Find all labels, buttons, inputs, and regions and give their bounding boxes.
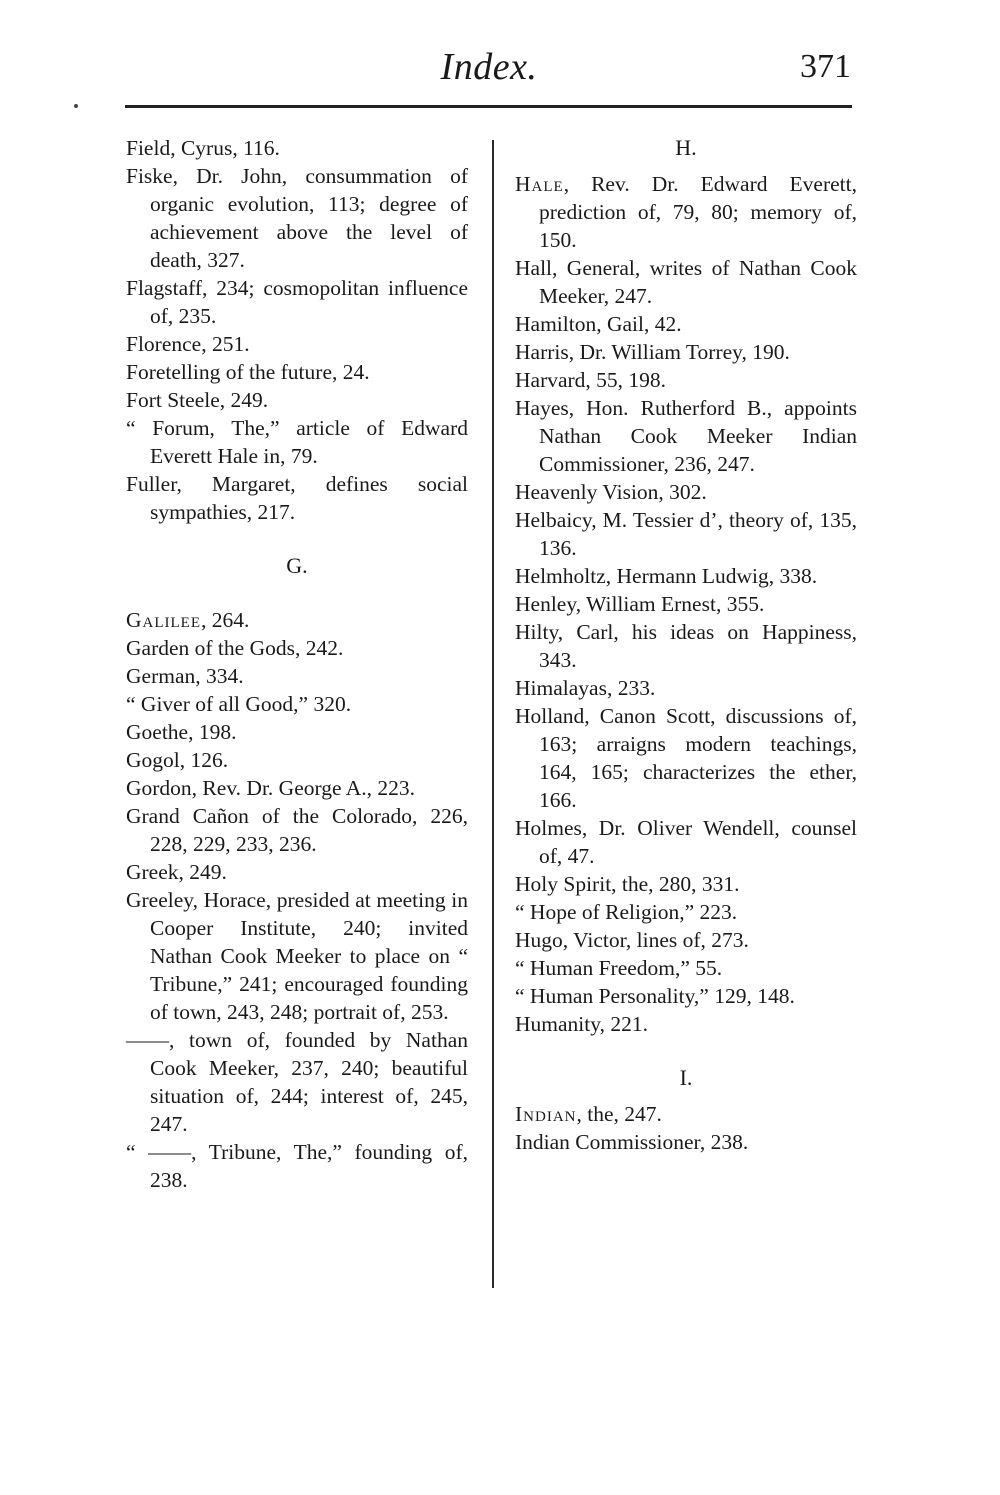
index-entry: “ ——, Tribune, The,” founding of, 238. xyxy=(126,1140,468,1192)
index-entry: Hilty, Carl, his ideas on Happiness, 343. xyxy=(515,620,857,672)
section-letter-g: G. xyxy=(286,553,308,578)
running-head xyxy=(125,44,853,94)
index-entry: Hamilton, Gail, 42. xyxy=(515,312,682,336)
entry-headword: Indian xyxy=(515,1102,577,1126)
index-entry: Florence, 251. xyxy=(126,332,250,356)
page-number: 371 xyxy=(800,48,851,85)
entry-headword: Galilee xyxy=(126,608,202,632)
index-entry: Gordon, Rev. Dr. George A., 223. xyxy=(126,776,416,800)
header-rule xyxy=(125,105,852,108)
index-entry: “ Forum, The,” article of Edward Everett Hale in, 79. xyxy=(126,416,468,468)
index-entry: Fort Steele, 249. xyxy=(126,388,269,412)
right-column xyxy=(515,134,857,1156)
entry-text: , 264. xyxy=(201,608,250,632)
index-entry: Harris, Dr. William Torrey, 190. xyxy=(515,340,790,364)
section-letter-i: I. xyxy=(679,1065,693,1090)
column-divider xyxy=(492,140,494,1288)
index-entry: Hugo, Victor, lines of, 273. xyxy=(515,928,749,952)
index-entry: “ Giver of all Good,” 320. xyxy=(126,692,352,716)
index-entry: ——, town of, founded by Nathan Cook Meeker, 237, 240; beautiful situation of, 244; interest of, 245, 247. xyxy=(126,1028,468,1136)
index-entry: Goethe, 198. xyxy=(126,720,237,744)
index-entry: German, 334. xyxy=(126,664,244,688)
index-entry xyxy=(515,1100,857,1128)
page-title: Index. xyxy=(440,46,538,88)
index-entry xyxy=(515,170,857,254)
left-column xyxy=(126,134,468,1194)
index-entry: Gogol, 126. xyxy=(126,748,229,772)
entry-text: , Rev. Dr. Edward Everett, prediction of, 79, 80; memory of, 150. xyxy=(539,172,857,252)
entry-text: , the, 247. xyxy=(576,1102,662,1126)
index-entry: Humanity, 221. xyxy=(515,1012,648,1036)
index-entry: Helmholtz, Hermann Ludwig, 338. xyxy=(515,564,818,588)
index-entry: Himalayas, 233. xyxy=(515,676,656,700)
index-entry: Hayes, Hon. Rutherford B., appoints Nathan Cook Meeker Indian Commissioner, 236, 247. xyxy=(515,396,857,476)
index-entry: Greek, 249. xyxy=(126,860,227,884)
entry-headword: Hale xyxy=(515,172,564,196)
index-entry: Fuller, Margaret, defines social sympathies, 217. xyxy=(126,472,468,524)
index-entry: Fiske, Dr. John, consummation of organic evolution, 113; degree of achievement above the level of death, 327. xyxy=(126,164,468,272)
index-entry: Flagstaff, 234; cosmopolitan influence of, 235. xyxy=(126,276,468,328)
index-entry: Field, Cyrus, 116. xyxy=(126,136,280,160)
index-entry xyxy=(126,606,468,634)
index-entry: Harvard, 55, 198. xyxy=(515,368,667,392)
index-entry: Grand Cañon of the Colorado, 226, 228, 229, 233, 236. xyxy=(126,804,468,856)
section-letter-h: H. xyxy=(675,135,697,160)
index-entry: Greeley, Horace, presided at meeting in Cooper Institute, 240; invited Nathan Cook Meeker to place on “ Tribune,” 241; encouraged founding of town, 243, 248; portrait of, 253. xyxy=(126,888,468,1024)
index-entry: Foretelling of the future, 24. xyxy=(126,360,370,384)
index-entry: Holmes, Dr. Oliver Wendell, counsel of, 47. xyxy=(515,816,857,868)
index-entry: Garden of the Gods, 242. xyxy=(126,636,344,660)
index-entry: Hall, General, writes of Nathan Cook Meeker, 247. xyxy=(515,256,857,308)
index-entry: “ Human Personality,” 129, 148. xyxy=(515,984,795,1008)
index-entry: Heavenly Vision, 302. xyxy=(515,480,707,504)
index-entry: Helbaicy, M. Tessier d’, theory of, 135, 136. xyxy=(515,508,857,560)
index-entry: Holland, Canon Scott, discussions of, 163; arraigns modern teachings, 164, 165; characterizes the ether, 166. xyxy=(515,704,857,812)
index-entry: Henley, William Ernest, 355. xyxy=(515,592,765,616)
index-entry: “ Human Freedom,” 55. xyxy=(515,956,723,980)
margin-dot xyxy=(74,104,78,108)
index-entry: Indian Commissioner, 238. xyxy=(515,1130,749,1154)
index-entry: “ Hope of Religion,” 223. xyxy=(515,900,738,924)
index-entry: Holy Spirit, the, 280, 331. xyxy=(515,872,740,896)
